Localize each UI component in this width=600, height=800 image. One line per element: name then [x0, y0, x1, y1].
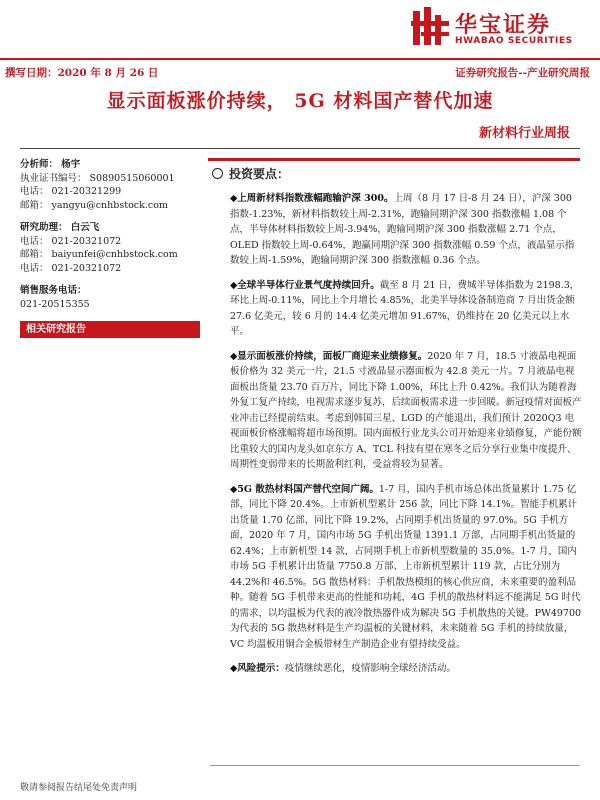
assistant-email: 邮箱： baiyunfei@cnhbstock.com	[20, 249, 178, 260]
title-divider	[20, 148, 580, 149]
key-point-text: 2020 年 7 月，18.5 寸液晶电视面板价格为 32 美元一片，21.5 寸液晶显示器面板为 42.8 美元一片。7 月液晶电视面板出货量 23.70 百万片，同比下降 1.00%，环比上升 0.42%。我们认为随着海外复工复产持续，电视需求逐步复苏，后续面板需求进一步回暖。新冠疫情对面板产业冲击已经提前结束。考虑到韩国三星、LGD 的产能退出，我们预计 2020Q3 电视面板价格涨幅将超市场预期。国内面板行业龙头公司开始迎来业绩修复，产能份额比重较大的国内龙头如京东方 A、TCL 科技有望在寒冬之后分享行业集中度提升、周期性变弱带来的长期盈利红利，受益将较为显著。	[230, 350, 582, 470]
related-reports-header: 相关研究报告	[20, 321, 200, 338]
key-points-bar	[208, 158, 580, 161]
analyst-phone: 电话： 021-20321299	[20, 186, 122, 197]
key-point-text: 1-7 月，国内手机市场总体出货量累计 1.75 亿部，同比下降 20.4%。上市新机型累计 256 款，同比下降 14.1%。智能手机累计出货量 1.70 亿部，同比下降 19.2%，占同期手机出货量的 97.0%。5G 手机方面，2020 年 7 月，国内市场 5G 手机出货量 1391.1 万部，占同期手机出货量的 62.4%；上市新机型 14 款，占同期手机上市新机型数量的 35.0%。1-7 月，国内市场 5G 手机累计出货量 7750.8 万部、上市新机型累计 119 款，占比分别为 44.2%和 46.5%。5G 散热材料：手机散热模组的核心供应商，未来重要的盈利品种。随着 5G 手机带来更高的性能和功耗，4G 手机的散热材料远不能满足 5G 时代的需求，以均温板为代表的液冷散热器件成为解决 5G 手机散热的关键。PW49700 为代表的 5G 散热材料是生产均温板的关键材料，未来随着 5G 手机的持续放量，VC 均温板用铜合金板带材生产制造企业有望持续受益。	[230, 483, 582, 650]
footer-divider	[210, 765, 580, 766]
disclaimer-note: 敬请参阅报告结尾处免责声明	[20, 783, 138, 793]
sales-phone: 021-20515355	[20, 298, 90, 310]
header-divider	[0, 58, 600, 60]
key-point-lead: ◆上周新材料指数涨幅跑输沪深 300。	[230, 193, 394, 204]
report-subtitle: 新材料行业周报	[478, 126, 570, 141]
key-point-lead: ◆风险提示：	[230, 663, 285, 674]
hwabao-logo-icon	[411, 5, 451, 47]
key-point-text: 疫情继续恶化，疫情影响全球经济活动。	[284, 663, 456, 674]
bullet-circle-icon	[212, 168, 223, 179]
key-point-text: 上周（8 月 17 日-8 月 24 日），沪深 300 指数-1.23%，新材料指数较上周-2.31%，跑输同期沪深 300 指数涨幅 1.08 个点，半导体材料指数较上周-3.94%，跑输同期沪深 300 指数涨幅 2.71 个点，OLED 指数较上周-0.64%，跑赢同期沪深 300 指数涨幅 0.59 个点，液晶显示指数较上周-1.59%，跑输同期沪深 300 指数涨幅 0.36 个点。	[230, 193, 575, 266]
key-point-lead: ◆5G 散热材料国产替代空间广阔。	[230, 483, 379, 495]
report-title: 显示面板涨价持续， 5G 材料国产替代加速	[106, 90, 494, 112]
brand-name-en: HWABAO SECURITIES	[455, 36, 573, 46]
analyst-sidebar	[20, 158, 200, 338]
key-points-heading	[212, 165, 289, 182]
key-points-body	[230, 191, 582, 686]
key-point-item	[230, 278, 582, 340]
company-logo	[411, 5, 591, 49]
key-point-text: 截至 8 月 21 日，费城半导体指数为 2198.3，环比上周-0.11%，同比上个月增长 4.85%，北美半导体设备制造商 7 月出货金额 27.6 亿美元，较 6 月的 14.4 亿美元增加 91.67%，仍维持在 20 亿美元以上水平。	[230, 279, 580, 337]
key-point-lead: ◆显示面板涨价持续，面板厂商迎来业绩修复。	[230, 350, 428, 362]
key-point-item	[230, 191, 582, 269]
report-type: 证券研究报告--产业研究周报	[455, 67, 590, 79]
sales-label: 销售服务电话：	[20, 285, 87, 296]
assistant-phone: 电话： 021-20321072	[20, 235, 122, 247]
analyst-name: 分析师： 杨宇	[20, 159, 81, 170]
key-point-item	[230, 482, 582, 653]
key-point-lead: ◆全球半导体行业景气度持续回升。	[230, 279, 380, 291]
report-date: 撰写日期：2020 年 8 月 26 日	[5, 67, 159, 79]
license-number: 执业证书编号： S0890515060001	[20, 172, 175, 184]
key-point-item	[230, 661, 582, 677]
key-point-item	[230, 349, 582, 473]
analyst-email: 邮箱： yangyu@cnhbstock.com	[20, 199, 168, 211]
assistant-phone-2: 电话： 021-20321072	[20, 262, 122, 274]
brand-name-cn: 华宝证券	[455, 13, 552, 38]
key-points-heading-text: 投资要点：	[229, 167, 290, 181]
assistant-name: 研究助理： 白云飞	[20, 222, 100, 233]
